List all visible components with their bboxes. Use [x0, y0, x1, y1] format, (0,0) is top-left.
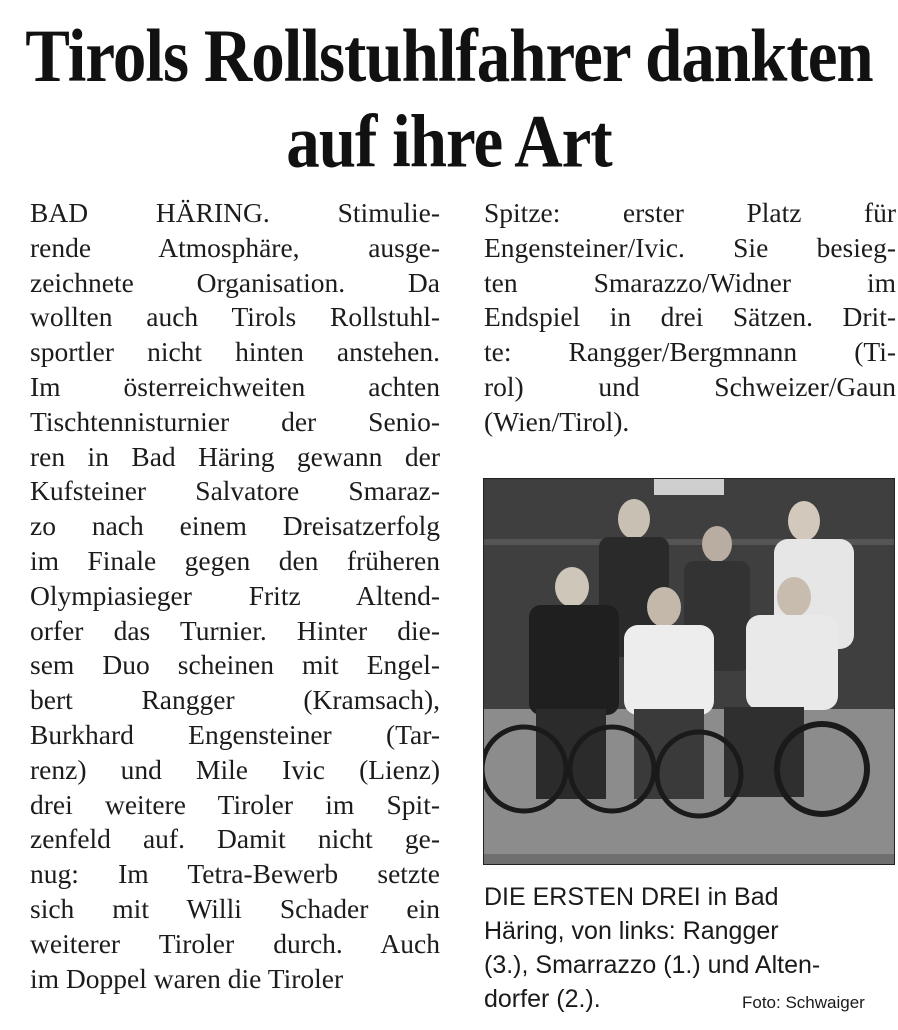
article-photo: [483, 478, 895, 865]
photo-players-illustration: [484, 479, 894, 864]
article-text-line: zeichnete Organisation. Da: [30, 266, 440, 298]
article-text-line: ren in Bad Häring gewann der: [30, 440, 440, 472]
article-text-line: sportler nicht hinten anstehen.: [30, 336, 440, 368]
article-text-line: (Wien/Tirol).: [484, 405, 630, 437]
article-text-line: zo nach einem Dreisatzerfolg: [30, 510, 440, 542]
article-text-line: im Doppel waren die Tiroler: [30, 962, 344, 994]
article-text-line: sich mit Willi Schader ein: [30, 892, 440, 924]
article-text-line: Im österreichweiten achten: [30, 370, 440, 402]
article-text-line: bert Rangger (Kramsach),: [30, 684, 440, 716]
article-text-line: Engensteiner/Ivic. Sie besieg-: [484, 231, 896, 263]
article-text-line: Olympiasieger Fritz Altend-: [30, 579, 440, 611]
article-text-line: weiterer Tiroler durch. Auch: [30, 927, 440, 959]
article-text-line: Burkhard Engensteiner (Tar-: [30, 718, 440, 750]
article-text-line: Kufsteiner Salvatore Smaraz-: [30, 475, 440, 507]
article-text-line: te: Rangger/Bergmnann (Ti-: [484, 336, 896, 368]
article-text-line: BAD HÄRING. Stimulie-: [30, 197, 440, 228]
article-text-line: renz) und Mile Ivic (Lienz): [30, 753, 440, 785]
headline: [0, 14, 898, 184]
caption-line: dorfer (2.).: [484, 985, 601, 1013]
article-text-line: orfer das Turnier. Hinter die-: [30, 614, 440, 646]
article-text-line: Endspiel in drei Sätzen. Drit-: [484, 301, 896, 333]
article-text-line: rol) und Schweizer/Gaun: [484, 370, 896, 402]
article-text-line: sem Duo scheinen mit Engel-: [30, 649, 440, 681]
article-text-line: rende Atmosphäre, ausge-: [30, 231, 440, 263]
article-left-column: [30, 196, 440, 996]
article-text-line: ten Smarazzo/Widner im: [484, 266, 896, 298]
article-text-line: zenfeld auf. Damit nicht ge-: [30, 823, 440, 855]
caption-line: DIE ERSTEN DREI in Bad: [484, 883, 779, 911]
caption-line: Häring, von links: Rangger: [484, 917, 779, 945]
article-text-line: wollten auch Tirols Rollstuhl-: [30, 301, 440, 333]
article-text-line: Tischtennisturnier der Senio-: [30, 405, 440, 437]
article-right-column: [484, 196, 896, 440]
article-text-line: nug: Im Tetra-Bewerb setzte: [30, 858, 440, 890]
article-text-line: Spitze: erster Platz für: [484, 197, 896, 228]
article-text-line: drei weitere Tiroler im Spit-: [30, 788, 440, 820]
photo-credit: Foto: Schwaiger: [742, 993, 865, 1012]
headline-text: Tirols Rollstuhlfahrer dankten auf ihre Art: [25, 15, 873, 184]
caption-line: (3.), Smarrazzo (1.) und Alten-: [484, 951, 821, 979]
article-text-line: im Finale gegen den früheren: [30, 544, 440, 576]
